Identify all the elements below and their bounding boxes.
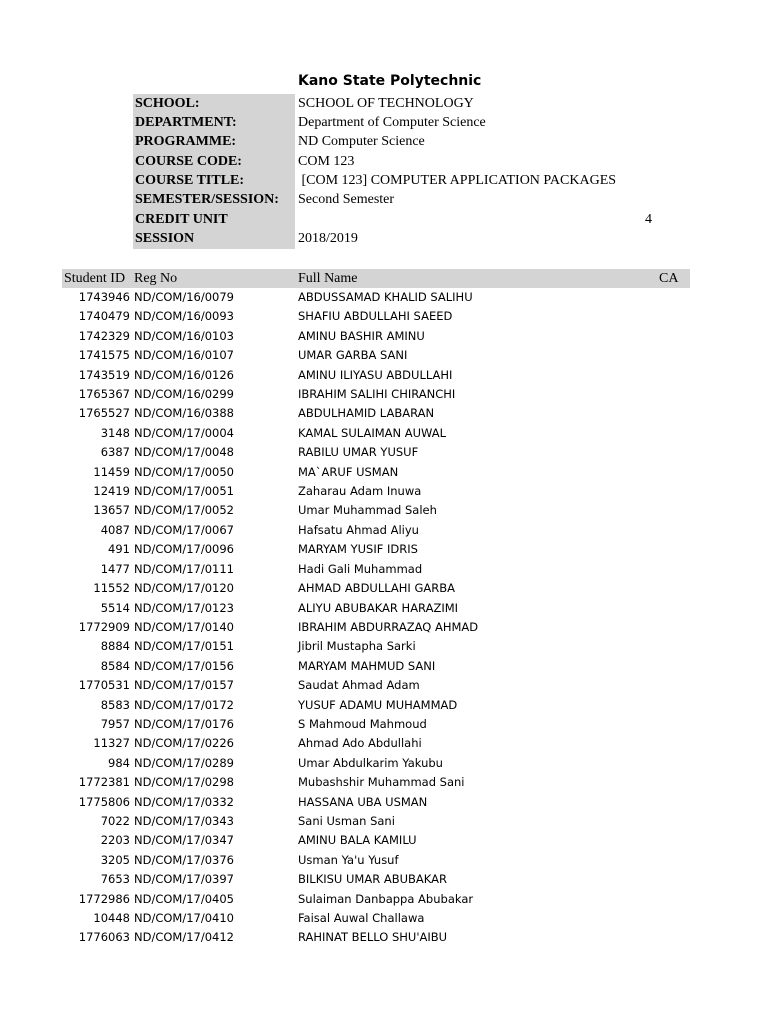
full-name-cell: Jibril Mustapha Sarki — [298, 639, 416, 654]
student-id-cell: 3205 — [100, 852, 130, 867]
full-name-cell: Umar Abdulkarim Yakubu — [298, 755, 443, 770]
table-row — [0, 754, 768, 773]
info-label-course-code: COURSE CODE: — [133, 152, 295, 172]
table-row — [0, 424, 768, 443]
table-row — [0, 560, 768, 579]
header-full-name: Full Name — [298, 271, 358, 286]
table-row — [0, 734, 768, 753]
info-value-course-code: COM 123 — [298, 154, 355, 169]
table-row — [0, 404, 768, 423]
reg-no-cell: ND/COM/16/0299 — [134, 387, 234, 402]
table-row — [0, 909, 768, 928]
reg-no-cell: ND/COM/17/0412 — [134, 930, 234, 945]
info-label-programme: PROGRAMME: — [133, 132, 295, 152]
full-name-cell: AMINU BASHIR AMINU — [298, 328, 425, 343]
full-name-cell: IBRAHIM SALIHI CHIRANCHI — [298, 387, 456, 402]
full-name-cell: Sulaiman Danbappa Abubakar — [298, 891, 474, 906]
full-name-cell: AHMAD ABDULLAHI GARBA — [298, 581, 456, 596]
full-name-cell: Faisal Auwal Challawa — [298, 911, 425, 925]
table-row — [0, 540, 768, 559]
table-row — [0, 463, 768, 482]
info-value-semester: Second Semester — [298, 192, 395, 207]
full-name-cell: Sani Usman Sani — [298, 813, 395, 828]
student-id-cell: 1772909 — [78, 619, 130, 634]
student-id-cell: 13657 — [93, 503, 130, 518]
student-id-cell: 1743519 — [78, 367, 130, 382]
student-id-cell: 1741575 — [78, 348, 130, 363]
table-row — [0, 773, 768, 792]
table-row — [0, 327, 768, 346]
full-name-cell: ALIYU ABUBAKAR HARAZIMI — [298, 600, 459, 615]
reg-no-cell: ND/COM/17/0156 — [134, 658, 234, 673]
full-name-cell: KAMAL SULAIMAN AUWAL — [298, 425, 447, 440]
full-name-cell: YUSUF ADAMU MUHAMMAD — [298, 697, 458, 712]
reg-no-cell: ND/COM/17/0376 — [134, 852, 234, 867]
info-label-semester: SEMESTER/SESSION: — [133, 190, 295, 210]
reg-no-cell: ND/COM/17/0052 — [134, 503, 234, 518]
reg-no-cell: ND/COM/16/0126 — [134, 367, 234, 382]
table-row — [0, 307, 768, 326]
info-label-course-title: COURSE TITLE: — [133, 171, 295, 191]
institution-title: Kano State Polytechnic — [298, 73, 482, 89]
full-name-cell: HASSANA UBA USMAN — [298, 794, 428, 809]
info-value-session: 2018/2019 — [298, 231, 358, 246]
reg-no-cell: ND/COM/17/0157 — [134, 678, 234, 693]
table-header — [62, 269, 690, 288]
info-label-session: SESSION — [133, 229, 295, 249]
info-value-course-title: [COM 123] COMPUTER APPLICATION PACKAGES — [298, 173, 617, 188]
full-name-cell: MA`ARUF USMAN — [298, 464, 399, 479]
student-id-cell: 1770531 — [78, 678, 130, 693]
info-value-credit-unit: 4 — [645, 212, 652, 227]
reg-no-cell: ND/COM/17/0111 — [134, 561, 234, 576]
info-label-school: SCHOOL: — [133, 94, 295, 114]
full-name-cell: Umar Muhammad Saleh — [298, 503, 437, 518]
table-row — [0, 928, 768, 947]
student-id-cell: 11552 — [93, 581, 130, 596]
reg-no-cell: ND/COM/17/0123 — [134, 600, 234, 615]
student-id-cell: 4087 — [100, 522, 130, 537]
table-row — [0, 637, 768, 656]
student-id-cell: 8584 — [100, 658, 130, 673]
full-name-cell: Usman Ya'u Yusuf — [298, 852, 399, 867]
student-id-cell: 1740479 — [78, 309, 130, 324]
reg-no-cell: ND/COM/17/0347 — [134, 833, 234, 848]
reg-no-cell: ND/COM/17/0289 — [134, 755, 234, 770]
full-name-cell: Mubashshir Muhammad Sani — [298, 775, 465, 790]
reg-no-cell: ND/COM/17/0140 — [134, 619, 234, 634]
full-name-cell: MARYAM MAHMUD SANI — [298, 658, 436, 673]
table-row — [0, 696, 768, 715]
student-table-body — [0, 288, 768, 948]
reg-no-cell: ND/COM/17/0067 — [134, 522, 234, 537]
student-id-cell: 1765527 — [78, 406, 130, 421]
full-name-cell: AMINU BALA KAMILU — [298, 833, 417, 848]
reg-no-cell: ND/COM/16/0093 — [134, 309, 234, 324]
full-name-cell: AMINU ILIYASU ABDULLAHI — [298, 367, 453, 382]
student-id-cell: 7653 — [100, 872, 130, 887]
reg-no-cell: ND/COM/17/0405 — [134, 891, 234, 906]
student-id-cell: 1743946 — [78, 290, 130, 304]
student-id-cell: 8884 — [100, 639, 130, 654]
reg-no-cell: ND/COM/16/0107 — [134, 348, 234, 363]
info-label-credit-unit: CREDIT UNIT — [133, 210, 295, 230]
reg-no-cell: ND/COM/17/0332 — [134, 794, 234, 809]
full-name-cell: S Mahmoud Mahmoud — [298, 716, 427, 731]
student-id-cell: 1772381 — [78, 775, 130, 790]
reg-no-cell: ND/COM/17/0096 — [134, 542, 234, 557]
reg-no-cell: ND/COM/17/0004 — [134, 425, 234, 440]
student-id-cell: 1776063 — [78, 930, 130, 945]
table-row — [0, 793, 768, 812]
table-row — [0, 676, 768, 695]
full-name-cell: Saudat Ahmad Adam — [298, 678, 420, 693]
reg-no-cell: ND/COM/17/0298 — [134, 775, 234, 790]
full-name-cell: UMAR GARBA SANI — [298, 348, 408, 363]
student-id-cell: 3148 — [100, 425, 130, 440]
header-student-id: Student ID — [64, 271, 126, 286]
header-ca: CA — [659, 271, 679, 286]
reg-no-cell: ND/COM/17/0051 — [134, 484, 234, 499]
table-row — [0, 851, 768, 870]
student-id-cell: 1477 — [100, 561, 130, 576]
table-row — [0, 443, 768, 462]
full-name-cell: Ahmad Ado Abdullahi — [298, 736, 422, 751]
student-id-cell: 491 — [108, 542, 130, 557]
full-name-cell: ABDUSSAMAD KHALID SALIHU — [298, 290, 473, 304]
reg-no-cell: ND/COM/17/0050 — [134, 464, 234, 479]
student-id-cell: 1772986 — [78, 891, 130, 906]
reg-no-cell: ND/COM/17/0410 — [134, 911, 234, 925]
info-value-school: SCHOOL OF TECHNOLOGY — [298, 96, 474, 111]
full-name-cell: SHAFIU ABDULLAHI SAEED — [298, 309, 453, 324]
table-row — [0, 715, 768, 734]
reg-no-cell: ND/COM/17/0226 — [134, 736, 234, 751]
student-id-cell: 984 — [108, 755, 130, 770]
table-row — [0, 482, 768, 501]
full-name-cell: BILKISU UMAR ABUBAKAR — [298, 872, 447, 887]
full-name-cell: RAHINAT BELLO SHU'AIBU — [298, 930, 448, 945]
full-name-cell: Zaharau Adam Inuwa — [298, 484, 422, 499]
table-row — [0, 521, 768, 540]
student-id-cell: 12419 — [93, 484, 130, 499]
full-name-cell: IBRAHIM ABDURRAZAQ AHMAD — [298, 619, 479, 634]
reg-no-cell: ND/COM/17/0176 — [134, 716, 234, 731]
info-label-department: DEPARTMENT: — [133, 113, 295, 133]
full-name-cell: MARYAM YUSIF IDRIS — [298, 542, 418, 557]
full-name-cell: Hadi Gali Muhammad — [298, 561, 423, 576]
reg-no-cell: ND/COM/17/0397 — [134, 872, 234, 887]
table-row — [0, 385, 768, 404]
student-id-cell: 7022 — [100, 813, 130, 828]
table-row — [0, 812, 768, 831]
reg-no-cell: ND/COM/16/0079 — [134, 290, 234, 304]
reg-no-cell: ND/COM/16/0388 — [134, 406, 234, 421]
full-name-cell: ABDULHAMID LABARAN — [298, 406, 435, 421]
reg-no-cell: ND/COM/17/0343 — [134, 813, 234, 828]
student-id-cell: 8583 — [100, 697, 130, 712]
student-id-cell: 1775806 — [78, 794, 130, 809]
reg-no-cell: ND/COM/17/0172 — [134, 697, 234, 712]
student-id-cell: 6387 — [100, 445, 130, 460]
table-row — [0, 618, 768, 637]
table-row — [0, 366, 768, 385]
info-value-department: Department of Computer Science — [298, 115, 486, 130]
reg-no-cell: ND/COM/17/0151 — [134, 639, 234, 654]
student-id-cell: 1742329 — [78, 328, 130, 343]
table-row — [0, 657, 768, 676]
student-id-cell: 11459 — [93, 464, 130, 479]
table-row — [0, 599, 768, 618]
header-reg-no: Reg No — [134, 271, 178, 286]
student-id-cell: 7957 — [100, 716, 130, 731]
reg-no-cell: ND/COM/17/0048 — [134, 445, 234, 460]
info-value-programme: ND Computer Science — [298, 134, 425, 149]
table-row — [0, 288, 768, 307]
student-id-cell: 10448 — [93, 911, 130, 925]
student-id-cell: 11327 — [93, 736, 130, 751]
full-name-cell: RABILU UMAR YUSUF — [298, 445, 419, 460]
table-row — [0, 870, 768, 889]
student-id-cell: 2203 — [100, 833, 130, 848]
table-row — [0, 346, 768, 365]
reg-no-cell: ND/COM/16/0103 — [134, 328, 234, 343]
student-id-cell: 1765367 — [78, 387, 130, 402]
reg-no-cell: ND/COM/17/0120 — [134, 581, 234, 596]
student-id-cell: 5514 — [100, 600, 130, 615]
full-name-cell: Hafsatu Ahmad Aliyu — [298, 522, 419, 537]
table-row — [0, 831, 768, 850]
table-row — [0, 579, 768, 598]
table-row — [0, 501, 768, 520]
table-row — [0, 890, 768, 909]
